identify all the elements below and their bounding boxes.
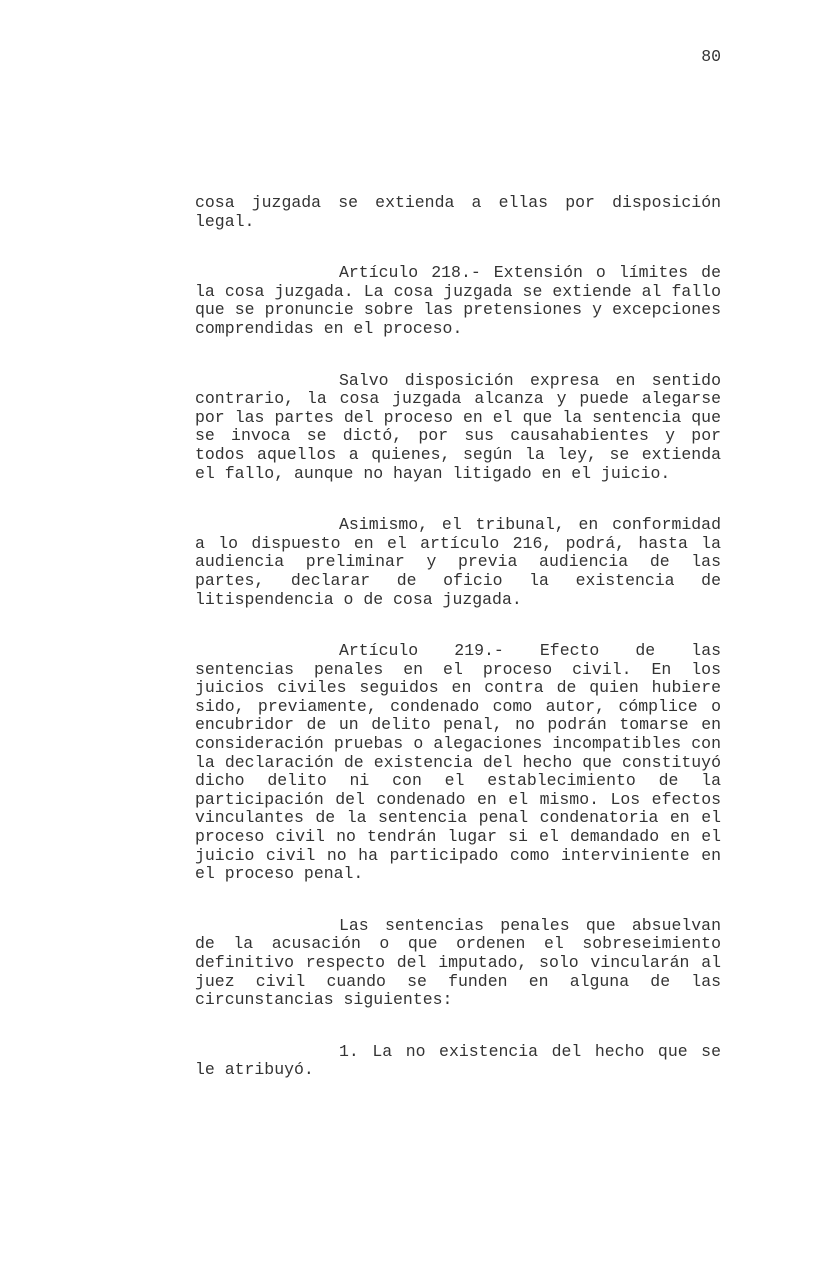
page-number: 80: [701, 47, 721, 66]
paragraph-salvo-disposicion: Salvo disposición expresa en sentido contrario, la cosa juzgada alcanza y puede alegarse por las partes del proceso en el que la sentencia que se invoca se dictó, por sus causahabientes y por todos aquellos a quienes, según la ley, se extienda el fallo, aunque no hayan litigado en el juicio.: [195, 370, 721, 483]
paragraph-gap: [195, 339, 721, 372]
paragraph-sentencias-absolutorias: Las sentencias penales que absuelvan de la acusación o que ordenen el sobreseimiento definitivo respecto del imputado, solo vincularán al juez civil cuando se funden en alguna de las circunstancias siguientes:: [195, 915, 721, 1010]
paragraph-asimismo: Asimismo, el tribunal, en conformidad a lo dispuesto en el artículo 216, podrá, hasta la audiencia preliminar y previa audiencia de las partes, declarar de oficio la existencia de litispendencia o de cosa juzgada.: [195, 515, 721, 609]
paragraph-gap: [195, 231, 721, 264]
paragraph-gap: [195, 884, 721, 917]
list-item-1: 1. La no existencia del hecho que se le atribuyó.: [195, 1041, 721, 1080]
paragraph-gap: [195, 609, 721, 642]
paragraph-article-219: Artículo 219.- Efecto de las sentencias penales en el proceso civil. En los juicios civiles seguidos en contra de quien hubiere sido, previamente, condenado como autor, cómplice o encubridor de un delito penal, no podrán tomarse en consideración pruebas o alegaciones incompatibles con la declaración de existencia del hecho que constituyó dicho delito ni con el establecimiento de la participación del condenado en el mismo. Los efectos vinculantes de la sentencia penal condenatoria en el proceso civil no tendrán lugar si el demandado en el juicio civil no ha participado como interviniente en el proceso penal.: [195, 641, 721, 884]
paragraph-article-218: Artículo 218.- Extensión o límites de la cosa juzgada. La cosa juzgada se extiende al fallo que se pronuncie sobre las pretensiones y excepciones comprendidas en el proceso.: [195, 263, 721, 338]
paragraph-gap: [195, 1010, 721, 1043]
paragraph-gap: [195, 483, 721, 516]
paragraph-continuation: cosa juzgada se extienda a ellas por disposición legal.: [195, 193, 721, 231]
document-body: [195, 194, 721, 1080]
